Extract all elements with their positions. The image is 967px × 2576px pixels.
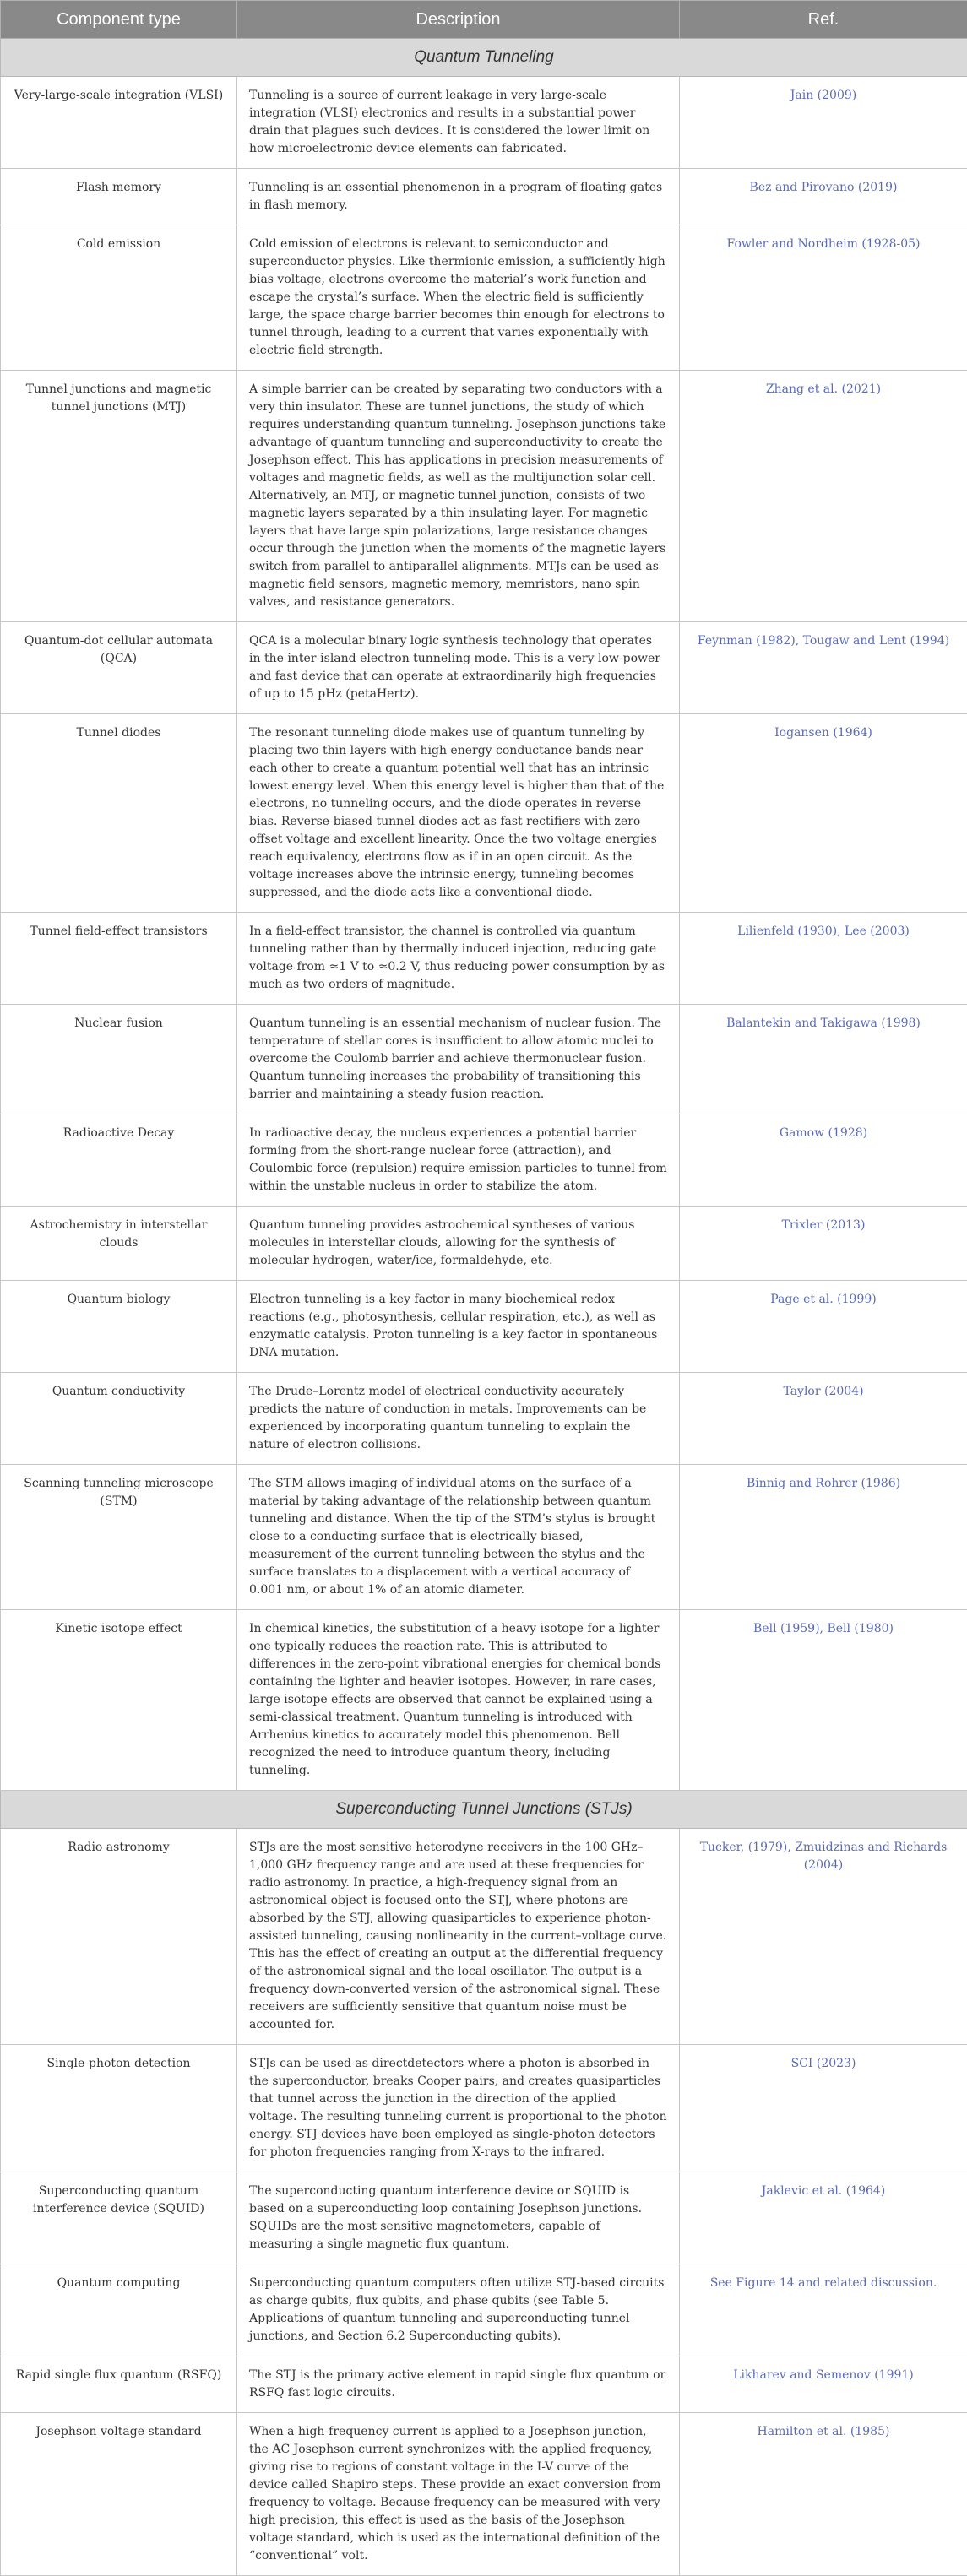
reference-link[interactable]: Jain (2009) <box>680 77 967 169</box>
table-row <box>1 1465 967 1610</box>
description-cell: In chemical kinetics, the substitution of a heavy isotope for a lighter one typically reduces the reaction rate. This is attributed to differences in the zero-point vibrational energies for chemical bonds containing the lighter and heavier isotopes. However, in rare cases, large isotope effects are observed that cannot be explained using a semi-classical treatment. Quantum tunneling is introduced with Arrhenius kinetics to accurately model this phenomenon. Bell recognized the need to introduce quantum theory, including tunneling. <box>237 1610 680 1791</box>
reference-link[interactable]: Zhang et al. (2021) <box>680 371 967 622</box>
component-type-cell: Kinetic isotope effect <box>1 1610 237 1791</box>
description-cell: Tunneling is a source of current leakage in very large-scale integration (VLSI) electronics and results in a substantial power drain that plagues such devices. It is considered the lower limit on how microelectronic device elements can fabricated. <box>237 77 680 169</box>
description-cell: Tunneling is an essential phenomenon in a program of floating gates in flash memory. <box>237 169 680 225</box>
description-cell: The resonant tunneling diode makes use of quantum tunneling by placing two thin layers with high energy conductance bands near each other to create a quantum potential well that has an intrinsic lowest energy level. When this energy level is higher than that of the electrons, no tunneling occurs, and the diode operates in reverse bias. Reverse-biased tunnel diodes act as fast rectifiers with zero offset voltage and excellent linearity. Once the two voltage energies reach equivalency, electrons flow as if in an open circuit. As the voltage increases above the intrinsic energy, tunneling becomes suppressed, and the diode acts like a conventional diode. <box>237 714 680 913</box>
reference-link[interactable]: Trixler (2013) <box>680 1207 967 1281</box>
component-type-cell: Superconducting quantum interference device (SQUID) <box>1 2172 237 2264</box>
component-type-cell: Radio astronomy <box>1 1829 237 2045</box>
component-type-cell: Nuclear fusion <box>1 1005 237 1114</box>
table-row <box>1 225 967 371</box>
description-cell: Superconducting quantum computers often utilize STJ-based circuits as charge qubits, flux qubits, and phase qubits (see Table 5. Applications of quantum tunneling and superconducting tunnel junctions, and Section 6.2 Superconducting qubits). <box>237 2264 680 2356</box>
component-type-cell: Scanning tunneling microscope (STM) <box>1 1465 237 1610</box>
description-cell: QCA is a molecular binary logic synthesis technology that operates in the inter-island electron tunneling mode. This is a very low-power and fast device that can operate at extraordinarily high frequencies of up to 15 pHz (petaHertz). <box>237 622 680 714</box>
component-type-cell: Tunnel field-effect transistors <box>1 913 237 1005</box>
table-row <box>1 1373 967 1465</box>
table-row <box>1 622 967 714</box>
table-row <box>1 913 967 1005</box>
component-type-cell: Tunnel diodes <box>1 714 237 913</box>
component-type-cell: Quantum conductivity <box>1 1373 237 1465</box>
table-row <box>1 2172 967 2264</box>
reference-link[interactable]: Bell (1959), Bell (1980) <box>680 1610 967 1791</box>
table-row <box>1 714 967 913</box>
section-title: Superconducting Tunnel Junctions (STJs) <box>1 1791 967 1829</box>
table-row <box>1 1114 967 1207</box>
table-row <box>1 2045 967 2172</box>
component-type-cell: Tunnel junctions and magnetic tunnel junctions (MTJ) <box>1 371 237 622</box>
component-type-cell: Very-large-scale integration (VLSI) <box>1 77 237 169</box>
table-row <box>1 2413 967 2576</box>
table-row <box>1 2356 967 2413</box>
reference-link[interactable]: Tucker, (1979), Zmuidzinas and Richards (2004) <box>680 1829 967 2045</box>
reference-link[interactable]: Hamilton et al. (1985) <box>680 2413 967 2576</box>
table-row <box>1 1829 967 2045</box>
table-row <box>1 1005 967 1114</box>
component-type-cell: Single-photon detection <box>1 2045 237 2172</box>
table-row <box>1 77 967 169</box>
description-cell: The STM allows imaging of individual atoms on the surface of a material by taking advantage of the relationship between quantum tunneling and distance. When the tip of the STM’s stylus is brought close to a conducting surface that is electrically biased, measurement of the current tunneling between the stylus and the surface translates to a displacement with a vertical accuracy of 0.001 nm, or about 1% of an atomic diameter. <box>237 1465 680 1610</box>
description-cell: Quantum tunneling is an essential mechanism of nuclear fusion. The temperature of stellar cores is insufficient to allow atomic nuclei to overcome the Coulomb barrier and achieve thermonuclear fusion. Quantum tunneling increases the probability of transitioning this barrier and maintaining a steady fusion reaction. <box>237 1005 680 1114</box>
description-cell: In radioactive decay, the nucleus experiences a potential barrier forming from the short-range nuclear force (attraction), and Coulombic force (repulsion) require emission particles to tunnel from within the unstable nucleus in order to stabilize the atom. <box>237 1114 680 1207</box>
description-cell: STJs can be used as directdetectors where a photon is absorbed in the superconductor, breaks Cooper pairs, and creates quasiparticles that tunnel across the junction in the direction of the applied voltage. The resulting tunneling current is proportional to the photon energy. STJ devices have been employed as single-photon detectors for photon frequencies ranging from X-rays to the infrared. <box>237 2045 680 2172</box>
header-ref: Ref. <box>680 1 967 39</box>
reference-link[interactable]: See Figure 14 and related discussion. <box>680 2264 967 2356</box>
table-body <box>1 39 967 2576</box>
table-row <box>1 1281 967 1373</box>
reference-link[interactable]: Iogansen (1964) <box>680 714 967 913</box>
component-type-cell: Quantum-dot cellular automata (QCA) <box>1 622 237 714</box>
reference-link[interactable]: Page et al. (1999) <box>680 1281 967 1373</box>
description-cell: Electron tunneling is a key factor in many biochemical redox reactions (e.g., photosynthesis, cellular respiration, etc.), as well as enzymatic catalysis. Proton tunneling is a key factor in spontaneous DNA mutation. <box>237 1281 680 1373</box>
section-row <box>1 1791 967 1829</box>
description-cell: The superconducting quantum interference device or SQUID is based on a superconducting loop containing Josephson junctions. SQUIDs are the most sensitive magnetometers, capable of measuring a single magnetic flux quantum. <box>237 2172 680 2264</box>
description-cell: STJs are the most sensitive heterodyne receivers in the 100 GHz–1,000 GHz frequency range and are used at these frequencies for radio astronomy. In practice, a high-frequency signal from an astronomical object is focused onto the STJ, where photons are absorbed by the STJ, allowing quasiparticles to experience photon-assisted tunneling, causing nonlinearity in the current–voltage curve. This has the effect of creating an output at the differential frequency of the astronomical signal and the local oscillator. The output is a frequency down-converted version of the astronomical signal. These receivers are sufficiently sensitive that quantum noise must be accounted for. <box>237 1829 680 2045</box>
reference-link[interactable]: Feynman (1982), Tougaw and Lent (1994) <box>680 622 967 714</box>
description-cell: Quantum tunneling provides astrochemical syntheses of various molecules in interstellar clouds, allowing for the synthesis of molecular hydrogen, water/ice, formaldehyde, etc. <box>237 1207 680 1281</box>
reference-link[interactable]: Fowler and Nordheim (1928-05) <box>680 225 967 371</box>
component-type-cell: Rapid single flux quantum (RSFQ) <box>1 2356 237 2413</box>
component-type-cell: Cold emission <box>1 225 237 371</box>
component-type-cell: Quantum computing <box>1 2264 237 2356</box>
reference-link[interactable]: Lilienfeld (1930), Lee (2003) <box>680 913 967 1005</box>
component-type-cell: Josephson voltage standard <box>1 2413 237 2576</box>
reference-link[interactable]: Taylor (2004) <box>680 1373 967 1465</box>
table-header <box>1 1 967 39</box>
description-cell: In a field-effect transistor, the channel is controlled via quantum tunneling rather than by thermally induced injection, reducing gate voltage from ≈1 V to ≈0.2 V, thus reducing power consumption by as much as two orders of magnitude. <box>237 913 680 1005</box>
table-row <box>1 1610 967 1791</box>
table-row <box>1 1207 967 1281</box>
component-type-cell: Radioactive Decay <box>1 1114 237 1207</box>
reference-link[interactable]: Binnig and Rohrer (1986) <box>680 1465 967 1610</box>
section-title: Quantum Tunneling <box>1 39 967 77</box>
table-row <box>1 169 967 225</box>
description-cell: When a high-frequency current is applied to a Josephson junction, the AC Josephson current synchronizes with the applied frequency, giving rise to regions of constant voltage in the I-V curve of the device called Shapiro steps. These provide an exact conversion from frequency to voltage. Because frequency can be measured with very high precision, this effect is used as the basis of the Josephson voltage standard, which is used as the international definition of the “conventional” volt. <box>237 2413 680 2576</box>
component-type-cell: Astrochemistry in interstellar clouds <box>1 1207 237 1281</box>
description-cell: The Drude–Lorentz model of electrical conductivity accurately predicts the nature of conduction in metals. Improvements can be experienced by incorporating quantum tunneling to explain the nature of electron collisions. <box>237 1373 680 1465</box>
component-type-cell: Flash memory <box>1 169 237 225</box>
section-row <box>1 39 967 77</box>
description-cell: The STJ is the primary active element in rapid single flux quantum or RSFQ fast logic circuits. <box>237 2356 680 2413</box>
header-description: Description <box>237 1 680 39</box>
reference-link[interactable]: Bez and Pirovano (2019) <box>680 169 967 225</box>
reference-link[interactable]: Jaklevic et al. (1964) <box>680 2172 967 2264</box>
component-type-cell: Quantum biology <box>1 1281 237 1373</box>
description-cell: Cold emission of electrons is relevant to semiconductor and superconductor physics. Like thermionic emission, a sufficiently high bias voltage, electrons overcome the material’s work function and escape the crystal’s surface. When the electric field is sufficiently large, the space charge barrier becomes thin enough for electrons to tunnel through, leading to a current that varies exponentially with electric field strength. <box>237 225 680 371</box>
reference-link[interactable]: Balantekin and Takigawa (1998) <box>680 1005 967 1114</box>
reference-link[interactable]: Gamow (1928) <box>680 1114 967 1207</box>
table-row <box>1 371 967 622</box>
reference-link[interactable]: SCI (2023) <box>680 2045 967 2172</box>
table-row <box>1 2264 967 2356</box>
description-cell: A simple barrier can be created by separating two conductors with a very thin insulator. These are tunnel junctions, the study of which requires understanding quantum tunneling. Josephson junctions take advantage of quantum tunneling and superconductivity to create the Josephson effect. This has applications in precision measurements of voltages and magnetic fields, as well as the multijunction solar cell. Alternatively, an MTJ, or magnetic tunnel junction, consists of two magnetic layers separated by a thin insulating layer. For magnetic layers that have large spin polarizations, large resistance changes occur through the junction when the moments of the magnetic layers switch from parallel to antiparallel alignments. MTJs can be used as magnetic field sensors, magnetic memory, memristors, nano spin valves, and resistance generators. <box>237 371 680 622</box>
reference-link[interactable]: Likharev and Semenov (1991) <box>680 2356 967 2413</box>
header-component-type: Component type <box>1 1 237 39</box>
